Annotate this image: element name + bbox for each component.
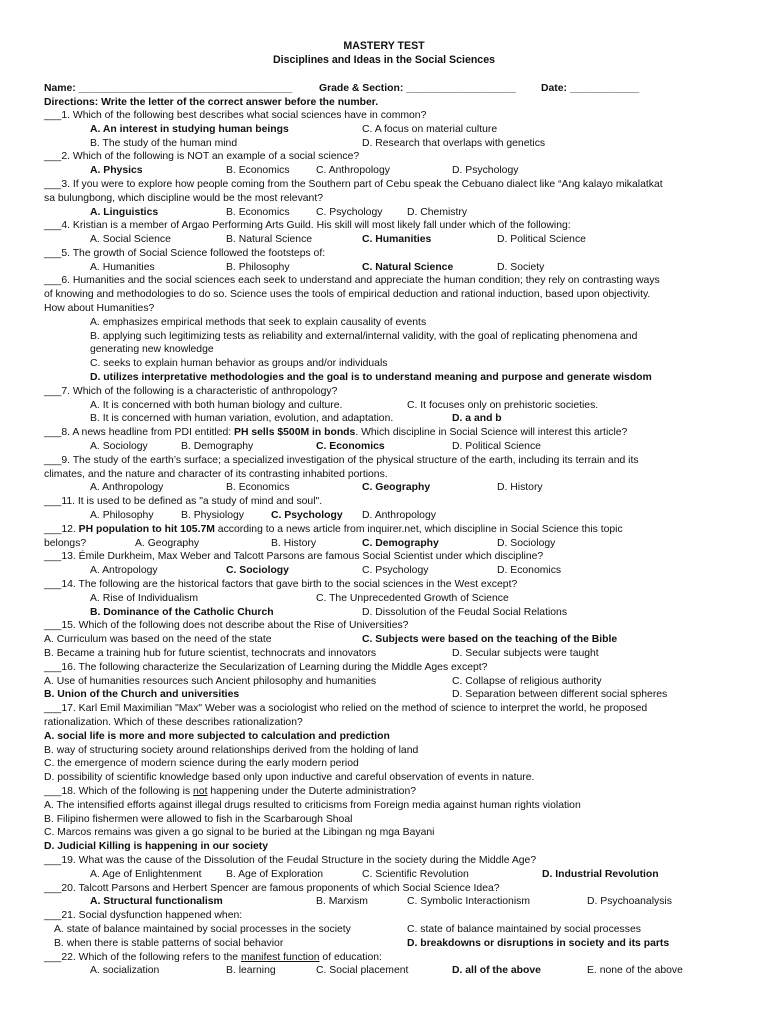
question-15-stem: ___15. Which of the following does not describe about the Rise of Universities?	[44, 620, 409, 631]
q12-choice-c: C. Demography	[362, 538, 439, 549]
q14-choice-c: C. The Unprecedented Growth of Science	[316, 593, 509, 604]
q11-choice-a: A. Philosophy	[90, 510, 154, 521]
question-7-stem: ___7. Which of the following is a characteristic of anthropology?	[44, 386, 338, 397]
q13-choice-a: A. Antropology	[90, 565, 158, 576]
q9-choice-c: C. Geography	[362, 482, 431, 493]
q9-choice-d: D. History	[497, 482, 543, 493]
question-22-stem: ___22. Which of the following refers to the manifest function of education:	[44, 952, 382, 963]
question-9-stem: ___9. The study of the earth’s surface; a specialized investigation of the physical structure of the earth, including its terrain and its	[44, 455, 639, 466]
q3-choice-b: B. Economics	[226, 207, 290, 218]
q22-choice-e: E. none of the above	[587, 965, 683, 976]
q4-choice-d: D. Political Science	[497, 234, 586, 245]
q13-choice-b: C. Sociology	[226, 565, 289, 576]
q18-choice-c: C. Marcos remains was given a go signal to be buried at the Libingan ng mga Bayani	[44, 827, 435, 838]
question-14-stem: ___14. The following are the historical factors that gave birth to the social sciences in the West except?	[44, 579, 518, 590]
q6-choice-b-cont: generating new knowledge	[90, 344, 214, 355]
q3-choice-a: A. Linguistics	[90, 207, 159, 218]
date-field[interactable]: Date: ____________	[541, 83, 640, 94]
q21-choice-a: A. state of balance maintained by social processes in the society	[54, 924, 351, 935]
q18-choice-a: A. The intensified efforts against illegal drugs resulted to criticisms from Foreign media against human rights violation	[44, 800, 581, 811]
q3-choice-c: C. Psychology	[316, 207, 383, 218]
q14-choice-a: A. Rise of Individualism	[90, 593, 198, 604]
question-5-stem: ___5. The growth of Social Science followed the footsteps of:	[44, 248, 326, 259]
q13-choice-d: D. Economics	[497, 565, 562, 576]
q14-choice-b: B. Dominance of the Catholic Church	[90, 607, 274, 618]
question-3-stem: ___3. If you were to explore how people coming from the Southern part of Cebu speak the Cebuano dialect like “Ang kalayo mikalatkat	[44, 179, 663, 190]
question-16-stem: ___16. The following characterize the Secularization of Learning during the Middle Ages except?	[44, 662, 488, 673]
q2-choice-b: B. Economics	[226, 165, 290, 176]
q6-choice-a: A. emphasizes empirical methods that seek to explain causality of events	[90, 317, 427, 328]
question-17-stem-cont: rationalization. Which of these describes rationalization?	[44, 717, 303, 728]
q1-choice-b: B. The study of the human mind	[90, 138, 238, 149]
q17-choice-b: B. way of structuring society around relationships derived from the holding of land	[44, 745, 419, 756]
q20-choice-d: D. Psychoanalysis	[587, 896, 672, 907]
q1-choice-c: C. A focus on material culture	[362, 124, 498, 135]
q11-choice-c: C. Psychology	[271, 510, 343, 521]
grade-section-field[interactable]: Grade & Section: ___________________	[319, 83, 516, 94]
q3-choice-d: D. Chemistry	[407, 207, 468, 218]
q4-choice-c: C. Humanities	[362, 234, 432, 245]
q22-choice-c: C. Social placement	[316, 965, 409, 976]
q21-choice-d: D. breakdowns or disruptions in society and its parts	[407, 938, 670, 949]
q14-choice-d: D. Dissolution of the Feudal Social Relations	[362, 607, 568, 618]
question-13-stem: ___13. Émile Durkheim, Max Weber and Talcott Parsons are famous Social Scientist under which discipline?	[44, 551, 544, 562]
q16-choice-c: C. Collapse of religious authority	[452, 676, 602, 687]
q5-choice-c: C. Natural Science	[362, 262, 454, 273]
q5-choice-a: A. Humanities	[90, 262, 155, 273]
q8-choice-c: C. Economics	[316, 441, 385, 452]
question-6-stem-cont2: How about Humanities?	[44, 303, 155, 314]
q21-choice-c: C. state of balance maintained by social processes	[407, 924, 641, 935]
q19-choice-a: A. Age of Enlightenment	[90, 869, 202, 880]
question-1-stem: ___1. Which of the following best describes what social sciences have in common?	[44, 110, 427, 121]
question-21-stem: ___21. Social dysfunction happened when:	[44, 910, 243, 921]
question-4-stem: ___4. Kristian is a member of Argao Performing Arts Guild. His skill will most likely fall under which of the following:	[44, 220, 571, 231]
q4-choice-a: A. Social Science	[90, 234, 171, 245]
q17-choice-d: D. possibility of scientific knowledge based only upon inductive and careful observation of events in nature.	[44, 772, 535, 783]
q19-choice-b: B. Age of Exploration	[226, 869, 324, 880]
question-2-stem: ___2. Which of the following is NOT an example of a social science?	[44, 151, 360, 162]
q22-choice-a: A. socialization	[90, 965, 160, 976]
question-6-stem: ___6. Humanities and the social sciences each seek to understand and appreciate the human condition; they rely on contrasting ways	[44, 275, 660, 286]
q17-choice-c: C. the emergence of modern science during the early modern period	[44, 758, 359, 769]
q1-choice-d: D. Research that overlaps with genetics	[362, 138, 546, 149]
q20-choice-a: A. Structural functionalism	[90, 896, 223, 907]
q19-choice-c: C. Scientific Revolution	[362, 869, 469, 880]
q8-choice-a: A. Sociology	[90, 441, 148, 452]
question-19-stem: ___19. What was the cause of the Dissolution of the Feudal Structure in the society during the Middle Age?	[44, 855, 537, 866]
q12-choice-b: B. History	[271, 538, 317, 549]
q7-choice-c: C. It focuses only on prehistoric societies.	[407, 400, 599, 411]
q6-choice-b: B. applying such legitimizing tests as reliability and external/internal validity, with the goal of replicating phenomena and	[90, 331, 638, 342]
q5-choice-b: B. Philosophy	[226, 262, 290, 273]
q18-choice-d: D. Judicial Killing is happening in our society	[44, 841, 269, 852]
q6-choice-d: D. utilizes interpretative methodologies and the goal is to understand meaning and purpose and generate wisdom	[90, 372, 652, 383]
q19-choice-d: D. Industrial Revolution	[542, 869, 659, 880]
q18-choice-b: B. Filipino fishermen were allowed to fish in the Scarbarough Shoal	[44, 814, 353, 825]
question-12-stem: ___12. PH population to hit 105.7M according to a news article from inquirer.net, which discipline in Social Science this topic	[44, 524, 623, 535]
q8-choice-b: B. Demography	[181, 441, 254, 452]
q2-choice-c: C. Anthropology	[316, 165, 390, 176]
q16-choice-d: D. Separation between different social spheres	[452, 689, 668, 700]
q16-choice-a: A. Use of humanities resources such Ancient philosophy and humanities	[44, 676, 377, 687]
q1-choice-a: A. An interest in studying human beings	[90, 124, 289, 135]
q13-choice-c: C. Psychology	[362, 565, 429, 576]
q7-choice-b: B. It is concerned with human variation, evolution, and adaptation.	[90, 413, 394, 424]
question-17-stem: ___17. Karl Emil Maximilian "Max" Weber was a sociologist who relied on the method of science to interpret the world, he proposed	[44, 703, 648, 714]
test-title: MASTERY TEST	[343, 40, 425, 52]
q9-choice-b: B. Economics	[226, 482, 290, 493]
q20-choice-c: C. Symbolic Interactionism	[407, 896, 530, 907]
q21-choice-b: B. when there is stable patterns of social behavior	[54, 938, 284, 949]
directions: Directions: Write the letter of the correct answer before the number.	[44, 97, 379, 108]
q15-choice-b: B. Became a training hub for future scientist, technocrats and innovators	[44, 648, 377, 659]
q7-choice-a: A. It is concerned with both human biology and culture.	[90, 400, 343, 411]
q20-choice-b: B. Marxism	[316, 896, 368, 907]
q12-choice-d: D. Sociology	[497, 538, 556, 549]
q22-choice-b: B. learning	[226, 965, 276, 976]
question-3-stem-cont: sa bulungbong, which discipline would be the most relevant?	[44, 193, 323, 204]
question-11-stem: ___11. It is used to be defined as "a study of mind and soul".	[44, 496, 323, 507]
test-subtitle: Disciplines and Ideas in the Social Sciences	[273, 54, 495, 66]
q12-choice-a: A. Geography	[135, 538, 200, 549]
question-20-stem: ___20. Talcott Parsons and Herbert Spencer are famous proponents of which Social Science Idea?	[44, 883, 500, 894]
q7-choice-d: D. a and b	[452, 413, 502, 424]
q15-choice-c: C. Subjects were based on the teaching of the Bible	[362, 634, 618, 645]
q8-choice-d: D. Political Science	[452, 441, 541, 452]
q9-choice-a: A. Anthropology	[90, 482, 164, 493]
q17-choice-a: A. social life is more and more subjected to calculation and prediction	[44, 731, 390, 742]
question-12-stem-cont: belongs?	[44, 538, 87, 549]
q22-choice-d: D. all of the above	[452, 965, 541, 976]
q2-choice-a: A. Physics	[90, 165, 143, 176]
question-8-stem: ___8. A news headline from PDI entitled: PH sells $500M in bonds. Which discipline in Social Science will interest this article?	[44, 427, 628, 438]
q2-choice-d: D. Psychology	[452, 165, 519, 176]
q11-choice-b: B. Physiology	[181, 510, 244, 521]
q4-choice-b: B. Natural Science	[226, 234, 313, 245]
q16-choice-b: B. Union of the Church and universities	[44, 689, 240, 700]
question-18-stem: ___18. Which of the following is not happening under the Duterte administration?	[44, 786, 416, 797]
q5-choice-d: D. Society	[497, 262, 545, 273]
question-6-stem-cont: of knowing and methodologies to do so. Science uses the tools of empirical deduction and rational induction, based upon objectivity.	[44, 289, 651, 300]
question-9-stem-cont: climates, and the nature and character of its contrasting inhabited portions.	[44, 469, 388, 480]
q15-choice-d: D. Secular subjects were taught	[452, 648, 599, 659]
q11-choice-d: D. Anthropology	[362, 510, 436, 521]
name-field[interactable]: Name: _____________________________________	[44, 83, 293, 94]
q15-choice-a: A. Curriculum was based on the need of the state	[44, 634, 272, 645]
q6-choice-c: C. seeks to explain human behavior as groups and/or individuals	[90, 358, 388, 369]
